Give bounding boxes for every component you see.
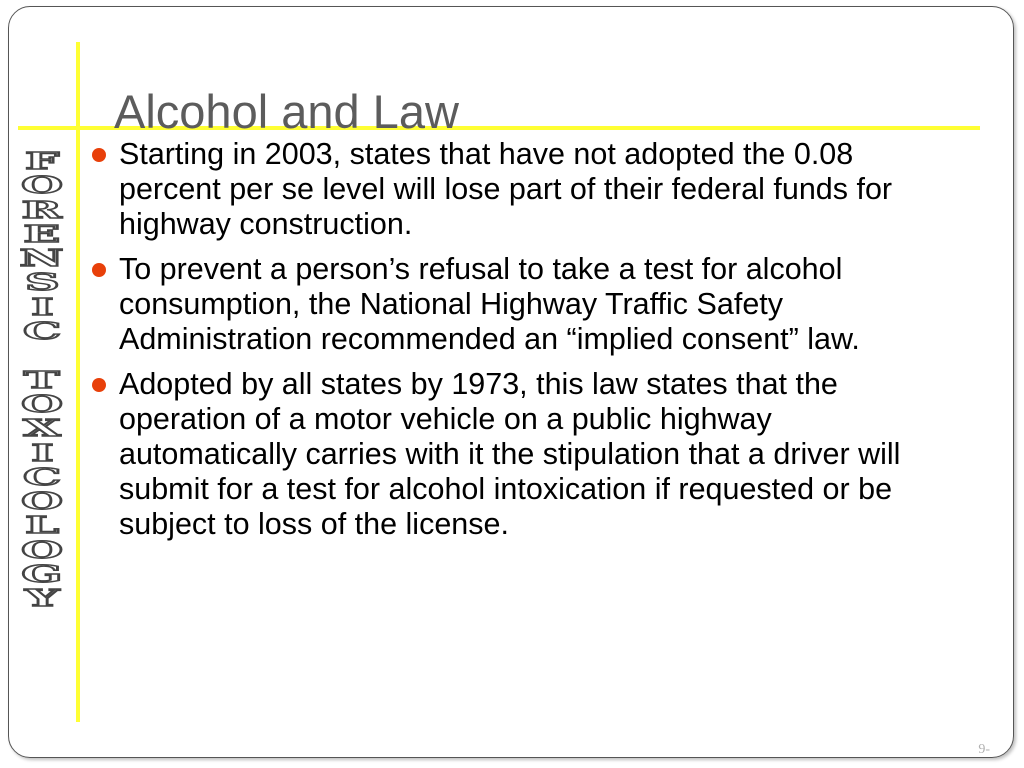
vertical-accent-line <box>76 42 80 722</box>
bullet-text-2: To prevent a person’s refusal to take a test for alcohol consumption, the National Highway Traffic Safety Administration recommended an “implied consent” law. <box>119 252 860 356</box>
bullet-text-1: Starting in 2003, states that have not adopted the 0.08 percent per se level will lose part of their federal funds for highway construction. <box>119 137 893 241</box>
side-label-letter: O <box>20 536 64 564</box>
bullet-text-3: Adopted by all states by 1973, this law states that the operation of a motor vehicle on a public highway automatically carries with it the stipulation that a driver will submit for a test for alcohol intoxication if requested or be subject to loss of the license. <box>119 367 901 541</box>
bullet-item-2 <box>92 252 942 357</box>
side-label-letter: I <box>30 439 54 467</box>
side-label-letter: Y <box>24 585 60 613</box>
bullet-dot-icon <box>92 148 106 162</box>
side-label-letter: G <box>21 561 63 589</box>
side-vertical-label <box>12 150 72 612</box>
side-label-letter: C <box>22 463 62 491</box>
side-label-letter: F <box>24 148 60 175</box>
side-label-letter: N <box>19 245 65 273</box>
side-label-letter: L <box>25 512 59 540</box>
side-label-letter: O <box>20 172 64 200</box>
slide-title: Alcohol and Law <box>114 85 459 138</box>
side-label-word <box>19 148 65 346</box>
side-label-letter: O <box>20 390 64 418</box>
bullet-dot-icon <box>92 263 106 277</box>
side-label-letter: X <box>23 415 61 443</box>
bullet-item-1 <box>92 137 942 242</box>
side-label-letter: O <box>20 488 64 516</box>
side-label-word <box>20 366 64 613</box>
side-label-letter: C <box>22 318 62 346</box>
side-label-letter: S <box>24 269 60 297</box>
bullet-item-3 <box>92 367 942 542</box>
bullet-dot-icon <box>92 378 106 392</box>
page-number: 9- <box>978 742 990 757</box>
side-label-letter: E <box>23 220 61 248</box>
side-label-letter: I <box>30 293 54 321</box>
side-label-letter: R <box>21 196 63 224</box>
side-label-letter: T <box>24 366 60 394</box>
bullet-list <box>92 137 942 552</box>
